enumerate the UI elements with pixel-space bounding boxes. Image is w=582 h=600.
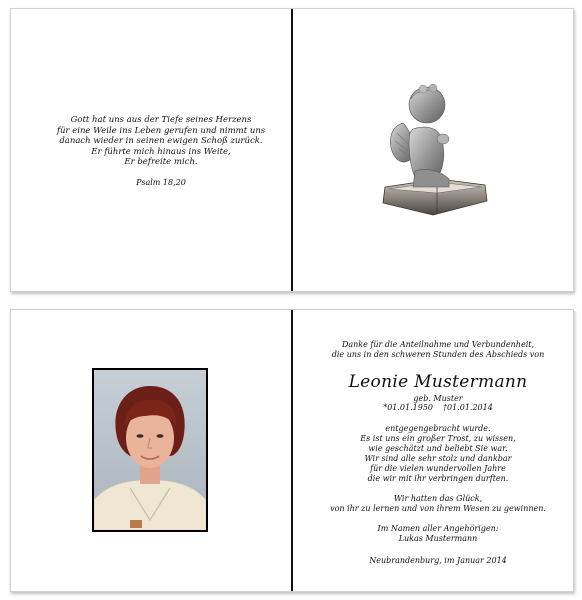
message-line: Wir sind alle sehr stolz und dankbar xyxy=(364,454,512,463)
card-bottom xyxy=(10,309,574,592)
message-line: entgegengebracht wurde. xyxy=(385,424,491,433)
portrait-frame xyxy=(92,368,208,532)
message-line: Es ist uns ein großer Trost, zu wissen, xyxy=(360,434,516,443)
closing-text xyxy=(303,494,573,514)
message-line: für die vielen wundervollen Jahre xyxy=(370,464,506,473)
fold-line-top xyxy=(291,9,293,291)
thanks-line: die uns in den schweren Stunden des Abschieds von xyxy=(331,350,545,359)
message-text xyxy=(303,424,573,484)
signature-text xyxy=(303,524,573,544)
poem-line: danach wieder in seinen ewigen Schoß zurück. xyxy=(59,136,263,146)
kneeling-angel-statue-icon xyxy=(379,75,491,225)
poem-line: Er führte mich hinaus ins Weite, xyxy=(91,146,231,157)
signature-line: Lukas Mustermann xyxy=(398,534,478,543)
poem xyxy=(51,115,271,168)
death-date: †01.01.2014 xyxy=(443,403,493,412)
closing-line: von ihr zu lernen und von ihrem Wesen zu gewinnen. xyxy=(330,504,546,513)
message-line: wie geschätzt und beliebt Sie war. xyxy=(368,444,508,453)
closing-line: Wir hatten das Glück, xyxy=(393,494,483,503)
portrait-photo xyxy=(94,370,206,530)
thanks-line: Danke für die Anteilnahme und Verbundenheit, xyxy=(341,340,535,349)
message-line: die wir mit ihr verbringen durften. xyxy=(367,474,509,483)
life-dates xyxy=(303,403,573,412)
poem-line: Er befreite mich. xyxy=(124,157,198,167)
thanks-text xyxy=(303,340,573,360)
birth-name: geb. Muster xyxy=(413,394,463,403)
birth-date: *01.01.1950 xyxy=(383,403,433,412)
place-date: Neubrandenburg, im Januar 2014 xyxy=(369,556,507,565)
poem-line: für eine Weile ins Leben gerufen und nimmt uns xyxy=(56,125,266,136)
fold-line-bottom xyxy=(291,310,293,591)
card-top xyxy=(10,8,574,292)
signature-line: Im Namen aller Angehörigen: xyxy=(377,524,499,533)
deceased-name: Leonie Mustermann xyxy=(348,372,528,392)
poem-source: Psalm 18,20 xyxy=(136,178,186,187)
poem-line: Gott hat uns aus der Tiefe seines Herzens xyxy=(70,115,252,125)
